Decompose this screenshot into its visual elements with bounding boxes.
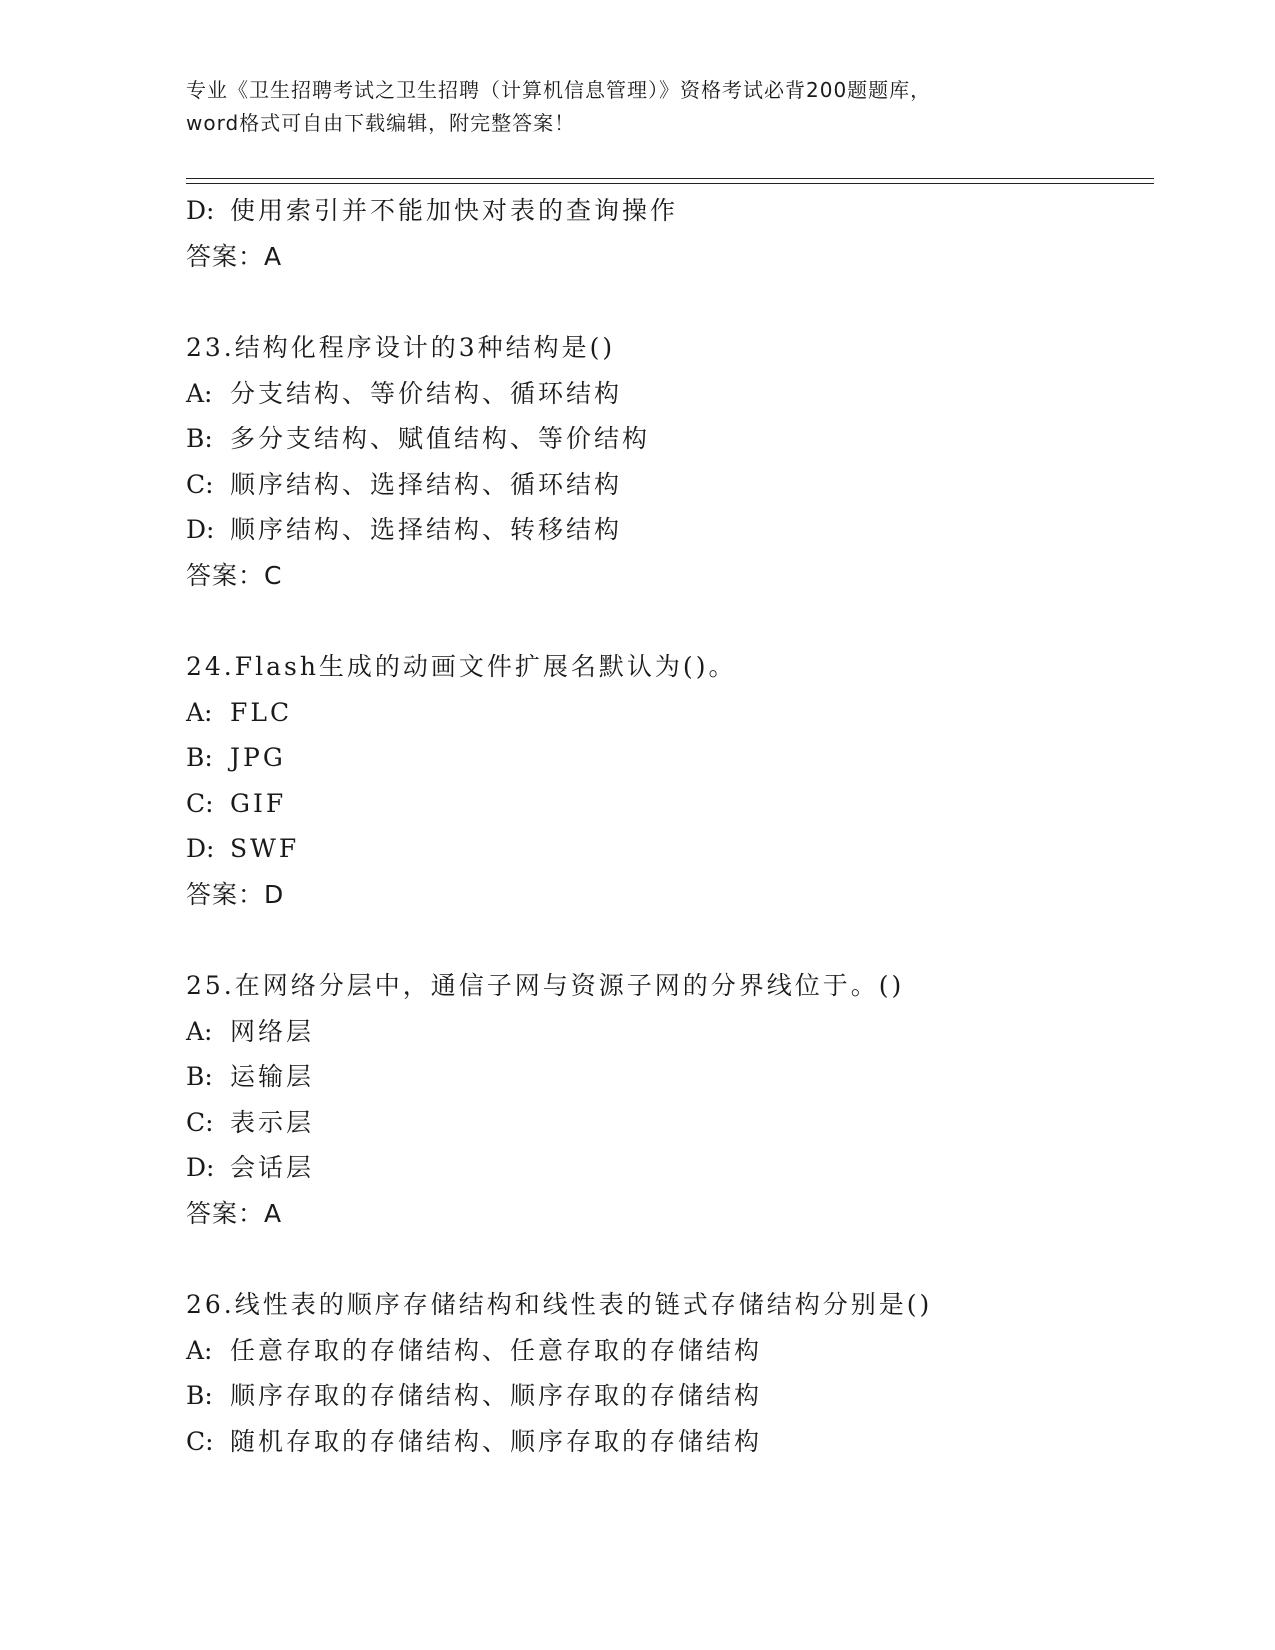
option-text: GIF — [230, 788, 287, 818]
answer-line: 答案：A — [186, 241, 283, 271]
option-b — [186, 1054, 1146, 1100]
option-text: 网络层 — [230, 1016, 315, 1046]
option-letter: A: — [186, 697, 213, 727]
option-text: JPG — [230, 743, 286, 772]
header-title-line-1: 专业《卫生招聘考试之卫生招聘（计算机信息管理）》资格考试必背200题题库， — [186, 78, 932, 102]
option-letter: A: — [186, 378, 213, 408]
option-c — [186, 1100, 1146, 1146]
option-d — [186, 507, 1146, 553]
option-letter: B: — [186, 743, 213, 772]
header-divider-top — [186, 178, 1154, 179]
question-stem: 26.线性表的顺序存储结构和线性表的链式存储结构分别是() — [186, 1290, 933, 1319]
option-d — [186, 1145, 1146, 1191]
answer-line: 答案：D — [186, 879, 285, 909]
option-letter: A: — [186, 1335, 213, 1365]
option-text: 使用索引并不能加快对表的查询操作 — [230, 196, 679, 225]
option-c — [186, 1419, 1146, 1465]
option-text: 随机存取的存储结构、顺序存取的存储结构 — [230, 1426, 763, 1456]
option-d — [186, 826, 1146, 872]
question-stem: 23.结构化程序设计的3种结构是() — [186, 333, 616, 362]
option-text: 分支结构、等价结构、循环结构 — [230, 378, 623, 408]
option-text: 顺序结构、选择结构、循环结构 — [230, 469, 623, 499]
option-b — [186, 735, 1146, 781]
option-b — [186, 416, 1146, 462]
option-text: 任意存取的存储结构、任意存取的存储结构 — [230, 1335, 763, 1365]
option-letter: D: — [186, 1153, 215, 1182]
header-divider-bottom — [186, 183, 1154, 184]
option-text: FLC — [230, 697, 293, 727]
option-text: 多分支结构、赋值结构、等价结构 — [230, 424, 651, 453]
option-letter: B: — [186, 1062, 213, 1091]
option-text: 顺序结构、选择结构、转移结构 — [230, 515, 623, 544]
option-d — [186, 188, 1146, 234]
option-c — [186, 781, 1146, 827]
spacer — [186, 279, 1146, 325]
option-letter: B: — [186, 424, 213, 453]
answer-line: 答案：C — [186, 560, 283, 590]
option-a — [186, 690, 1146, 736]
option-letter: C: — [186, 1107, 214, 1137]
option-letter: D: — [186, 515, 215, 544]
option-a — [186, 1009, 1146, 1055]
option-letter: C: — [186, 788, 214, 818]
spacer — [186, 917, 1146, 963]
option-text: SWF — [230, 834, 300, 863]
answer-line: 答案：A — [186, 1198, 283, 1228]
spacer — [186, 598, 1146, 644]
option-a — [186, 1328, 1146, 1374]
option-letter: A: — [186, 1016, 213, 1046]
option-text: 顺序存取的存储结构、顺序存取的存储结构 — [230, 1381, 763, 1410]
option-letter: D: — [186, 834, 215, 863]
option-text: 表示层 — [230, 1107, 315, 1137]
spacer — [186, 1236, 1146, 1282]
option-text: 运输层 — [230, 1062, 315, 1091]
option-c — [186, 462, 1146, 508]
document-header — [186, 74, 1086, 140]
question-stem: 24.Flash生成的动画文件扩展名默认为()。 — [186, 652, 737, 681]
option-text: 会话层 — [230, 1153, 315, 1182]
header-title-line-2: word格式可自由下载编辑，附完整答案！ — [186, 111, 576, 135]
option-letter: D: — [186, 196, 215, 225]
question-list — [186, 188, 1146, 1464]
option-a — [186, 371, 1146, 417]
question-stem: 25.在网络分层中，通信子网与资源子网的分界线位于。() — [186, 971, 905, 1000]
option-letter: B: — [186, 1381, 213, 1410]
option-letter: C: — [186, 469, 214, 499]
option-b — [186, 1373, 1146, 1419]
option-letter: C: — [186, 1426, 214, 1456]
